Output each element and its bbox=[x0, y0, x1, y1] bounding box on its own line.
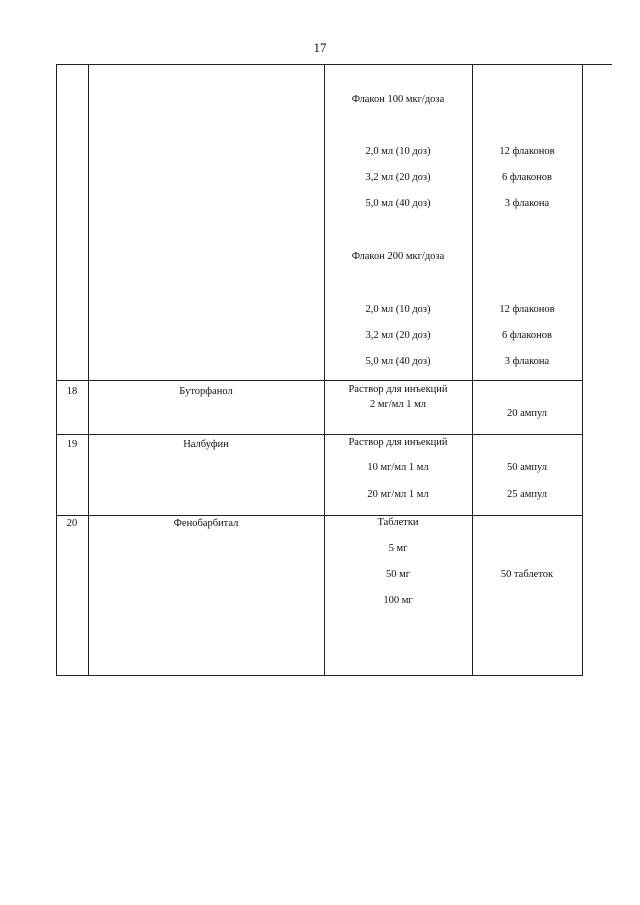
row-number: 19 bbox=[66, 439, 78, 450]
col-border-1 bbox=[88, 64, 89, 676]
drug-quantity: 50 таблеток bbox=[500, 569, 554, 580]
group-b-dose-1: 2,0 мл (10 доз) bbox=[365, 304, 431, 315]
row-number: 20 bbox=[66, 518, 78, 529]
row-number: 18 bbox=[66, 386, 78, 397]
drug-form: Раствор для инъекций bbox=[348, 437, 448, 448]
col-border-left bbox=[56, 64, 57, 676]
drug-quantity: 50 ампул bbox=[506, 462, 548, 473]
drug-form: Таблетки bbox=[377, 517, 419, 528]
table-top-border bbox=[56, 64, 612, 65]
group-b-qty-1: 12 флаконов bbox=[499, 304, 555, 315]
row-divider-19 bbox=[56, 434, 583, 435]
drug-quantity: 20 ампул bbox=[506, 408, 548, 419]
group-a-dose-3: 5,0 мл (40 доз) bbox=[365, 198, 431, 209]
drug-form: Раствор для инъекций bbox=[348, 384, 448, 395]
drug-dose: 20 мг/мл 1 мл bbox=[367, 489, 429, 500]
drug-dose: 100 мг bbox=[383, 595, 413, 606]
group-a-dose-1: 2,0 мл (10 доз) bbox=[365, 146, 431, 157]
drug-name: Налбуфин bbox=[183, 439, 229, 450]
drug-name: Буторфанол bbox=[179, 386, 233, 397]
drug-dose: 50 мг bbox=[385, 569, 411, 580]
table-bottom-border bbox=[56, 675, 583, 676]
row-divider-20 bbox=[56, 515, 583, 516]
drug-dose: 10 мг/мл 1 мл bbox=[367, 462, 429, 473]
group-b-header: Флакон 200 мкг/доза bbox=[351, 251, 445, 262]
group-a-qty-3: 3 флакона bbox=[504, 198, 550, 209]
group-b-qty-3: 3 флакона bbox=[504, 356, 550, 367]
group-a-qty-2: 6 флаконов bbox=[502, 172, 552, 183]
group-a-dose-2: 3,2 мл (20 доз) bbox=[365, 172, 431, 183]
group-b-qty-2: 6 флаконов bbox=[502, 330, 552, 341]
row-divider-18 bbox=[56, 380, 583, 381]
page-number: 17 bbox=[313, 40, 327, 55]
group-b-dose-2: 3,2 мл (20 доз) bbox=[365, 330, 431, 341]
drug-form-detail: 2 мг/мл 1 мл bbox=[369, 399, 426, 410]
col-border-right bbox=[582, 64, 583, 676]
drug-quantity: 25 ампул bbox=[506, 489, 548, 500]
drug-name: Фенобарбитал bbox=[173, 518, 239, 529]
group-a-header: Флакон 100 мкг/доза bbox=[351, 94, 445, 105]
group-a-qty-1: 12 флаконов bbox=[499, 146, 555, 157]
group-b-dose-3: 5,0 мл (40 доз) bbox=[365, 356, 431, 367]
drug-dose: 5 мг bbox=[388, 543, 408, 554]
